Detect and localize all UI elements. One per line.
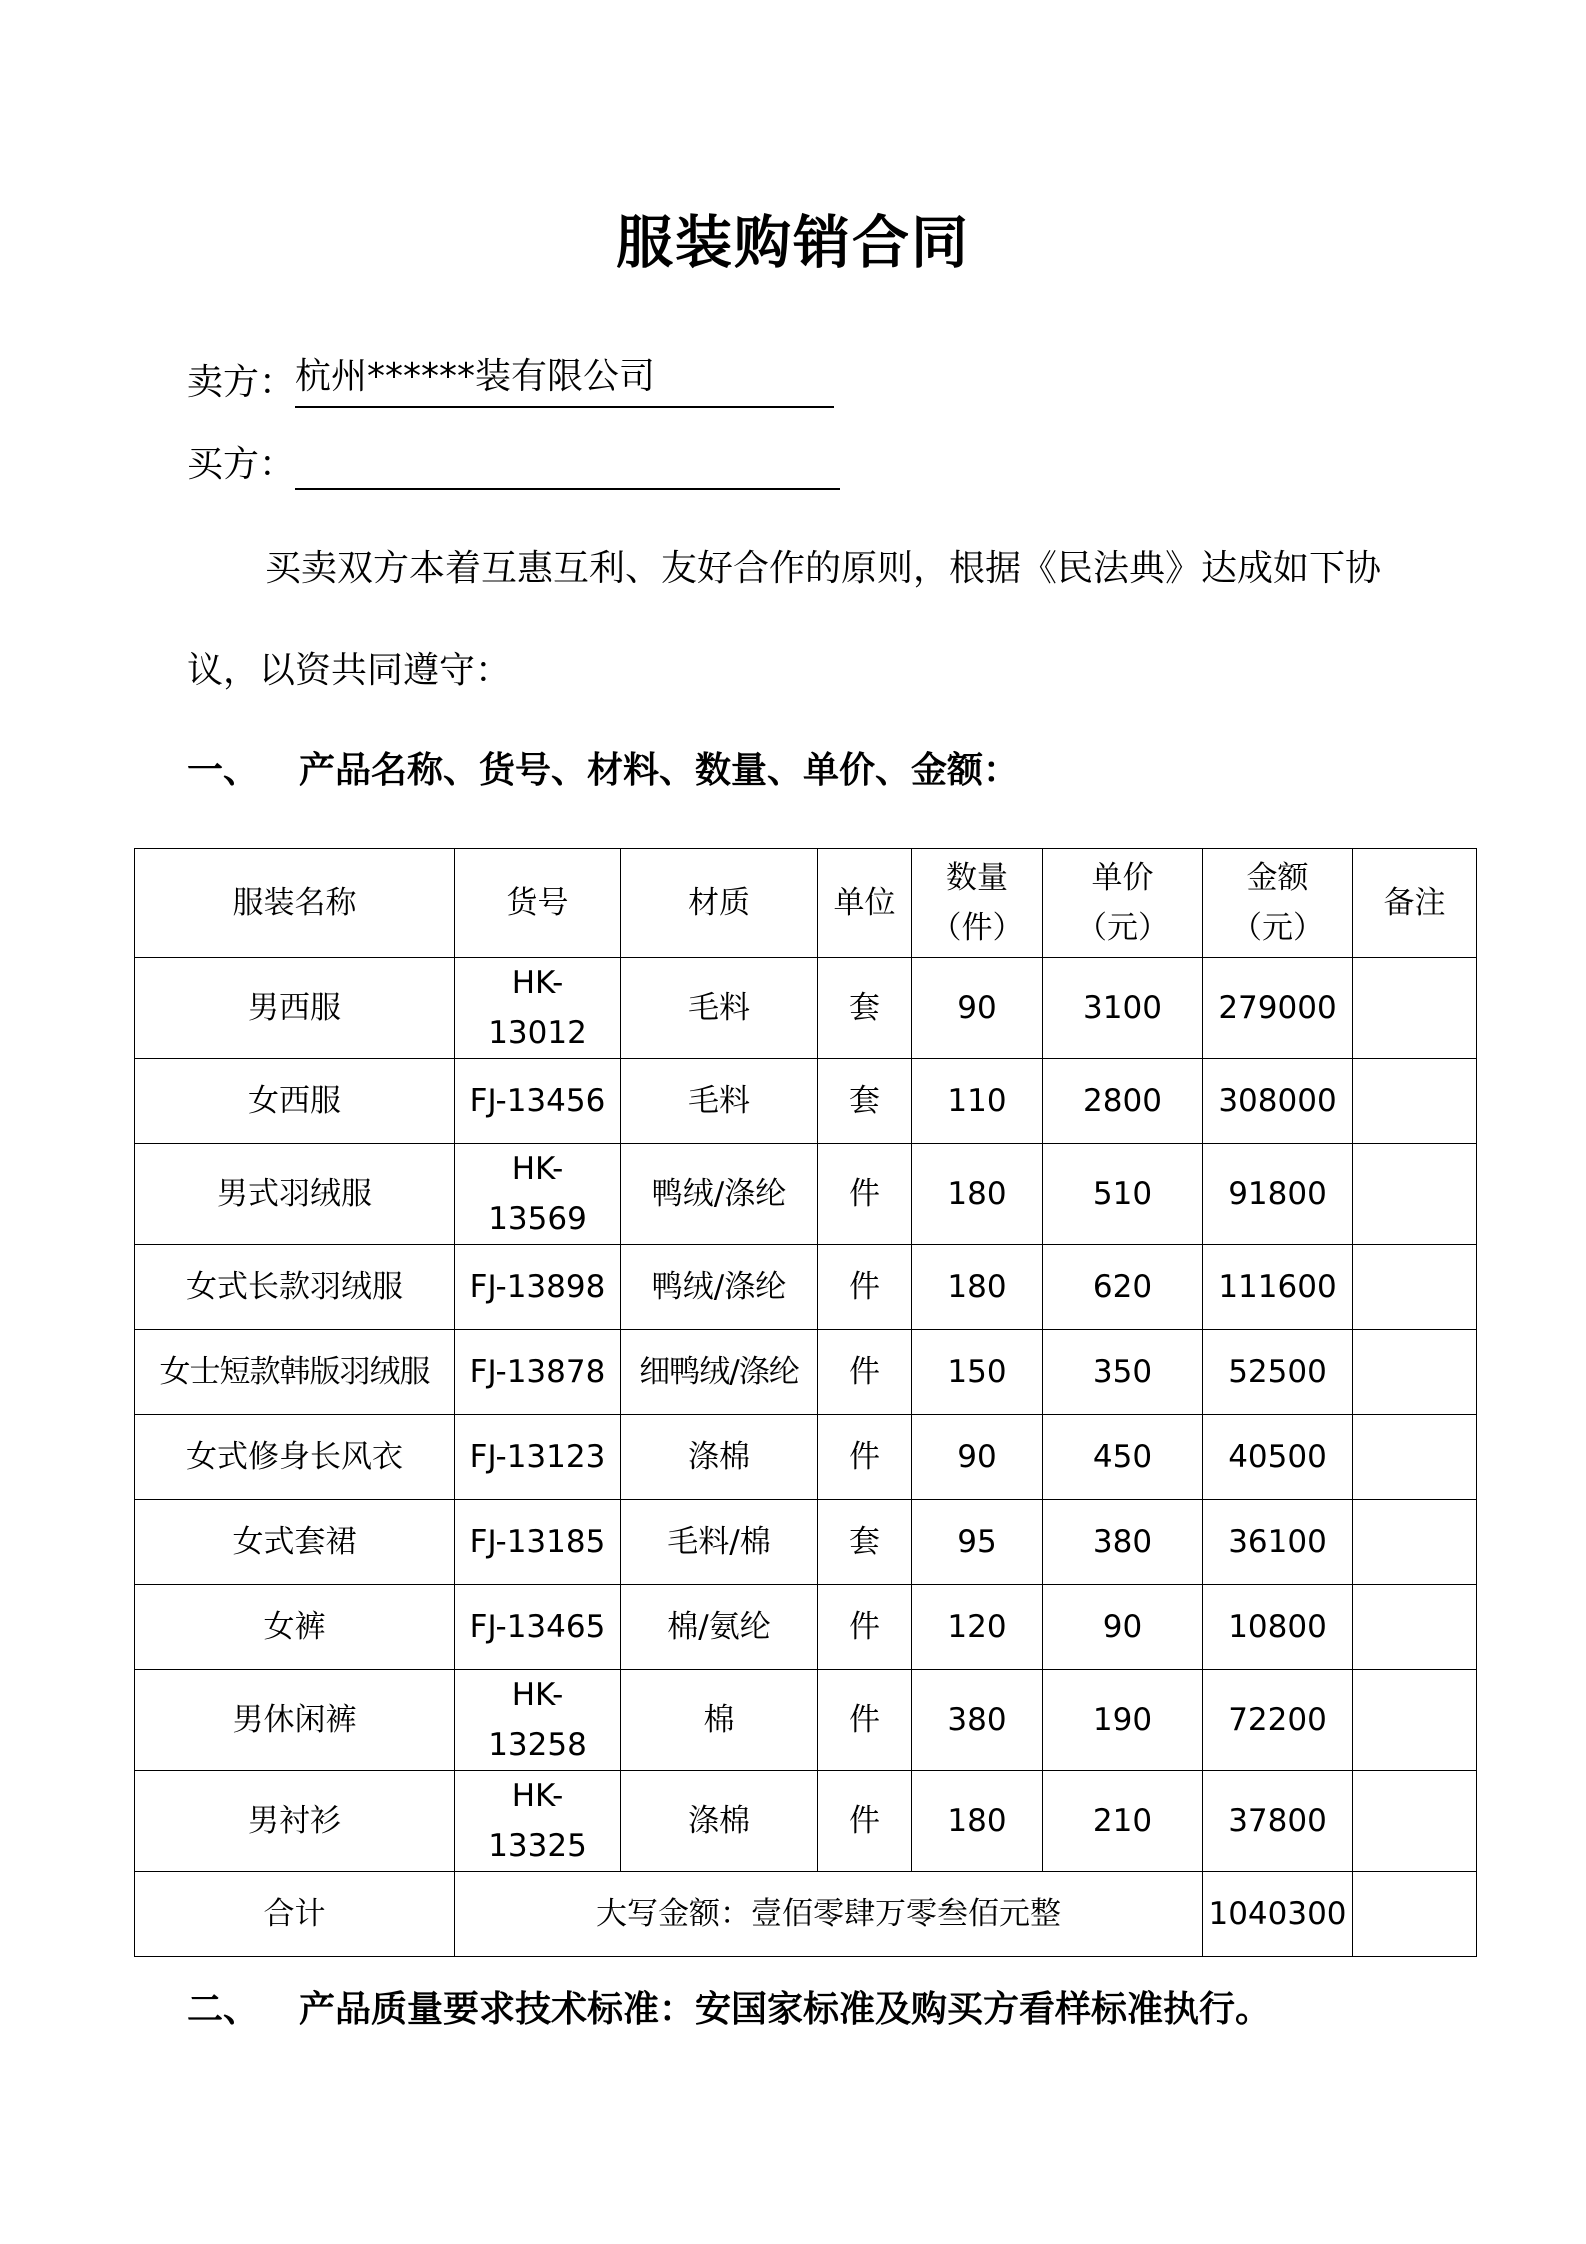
- buyer-row: [187, 434, 840, 490]
- cell-note: [1353, 1415, 1477, 1500]
- total-note: [1353, 1872, 1477, 1957]
- cell-quantity: 90: [912, 958, 1043, 1059]
- cell-code-line1: HK-: [511, 1151, 564, 1187]
- header-amount-line1: 金额: [1246, 860, 1309, 896]
- cell-material: 涤棉: [621, 1771, 818, 1872]
- cell-code: FJ-13123: [455, 1415, 621, 1500]
- cell-amount: 36100: [1203, 1500, 1353, 1585]
- header-price-line1: 单价: [1091, 860, 1154, 896]
- cell-material: 毛料: [621, 1059, 818, 1144]
- table-row: [135, 1330, 1477, 1415]
- cell-name: 女西服: [135, 1059, 455, 1144]
- section-2-text: 产品质量要求技术标准：安国家标准及购买方看样标准执行。: [299, 1989, 1272, 2030]
- cell-amount: 40500: [1203, 1415, 1353, 1500]
- cell-note: [1353, 1059, 1477, 1144]
- section-1-heading: [187, 746, 1019, 796]
- table-row: [135, 1500, 1477, 1585]
- cell-amount: 111600: [1203, 1245, 1353, 1330]
- cell-code: [455, 1144, 621, 1245]
- cell-quantity: 120: [912, 1585, 1043, 1670]
- intro-paragraph-line-1: 买卖双方本着互惠互利、友好合作的原则，根据《民法典》达成如下协: [265, 548, 1382, 589]
- cell-quantity: 95: [912, 1500, 1043, 1585]
- document-title: 服装购销合同: [616, 210, 970, 276]
- table-row: [135, 1144, 1477, 1245]
- cell-quantity: 90: [912, 1415, 1043, 1500]
- cell-name: 男衬衫: [135, 1771, 455, 1872]
- cell-code: [455, 958, 621, 1059]
- cell-amount: 91800: [1203, 1144, 1353, 1245]
- cell-price: 620: [1043, 1245, 1203, 1330]
- cell-unit: 件: [818, 1670, 912, 1771]
- table-row: [135, 958, 1477, 1059]
- cell-name: 女士短款韩版羽绒服: [135, 1330, 455, 1415]
- cell-name: 男西服: [135, 958, 455, 1059]
- cell-code-line1: HK-: [511, 1778, 564, 1814]
- cell-code: FJ-13898: [455, 1245, 621, 1330]
- cell-material: 棉/氨纶: [621, 1585, 818, 1670]
- cell-price: 3100: [1043, 958, 1203, 1059]
- seller-name: 杭州******装有限公司: [295, 352, 834, 408]
- cell-material: 鸭绒/涤纶: [621, 1245, 818, 1330]
- cell-code-line1: HK-: [511, 1677, 564, 1713]
- section-2-heading: [187, 1985, 1271, 2035]
- cell-material: 棉: [621, 1670, 818, 1771]
- section-1-number: 一、: [187, 750, 260, 791]
- table-row: [135, 1771, 1477, 1872]
- cell-quantity: 180: [912, 1771, 1043, 1872]
- table-total-row: [135, 1872, 1477, 1957]
- cell-name: 男休闲裤: [135, 1670, 455, 1771]
- goods-table: [134, 848, 1477, 1957]
- cell-quantity: 180: [912, 1245, 1043, 1330]
- cell-quantity: 180: [912, 1144, 1043, 1245]
- cell-unit: 件: [818, 1330, 912, 1415]
- header-material: 材质: [621, 849, 818, 958]
- header-name: 服装名称: [135, 849, 455, 958]
- total-label: 合计: [135, 1872, 455, 1957]
- cell-code-line2: 13569: [488, 1201, 587, 1237]
- table-row: [135, 1585, 1477, 1670]
- header-unit: 单位: [818, 849, 912, 958]
- cell-code: FJ-13456: [455, 1059, 621, 1144]
- cell-code-line2: 13258: [488, 1727, 587, 1763]
- header-amount-line2: （元）: [1231, 910, 1324, 946]
- cell-unit: 件: [818, 1144, 912, 1245]
- header-amount: [1203, 849, 1353, 958]
- cell-note: [1353, 1144, 1477, 1245]
- header-quantity-line1: 数量: [946, 860, 1008, 896]
- cell-code: FJ-13185: [455, 1500, 621, 1585]
- cell-note: [1353, 1330, 1477, 1415]
- cell-amount: 72200: [1203, 1670, 1353, 1771]
- cell-note: [1353, 1500, 1477, 1585]
- cell-name: 女式套裙: [135, 1500, 455, 1585]
- cell-code-line2: 13012: [488, 1015, 587, 1051]
- table-header-row: [135, 849, 1477, 958]
- cell-code-line1: HK-: [511, 965, 564, 1001]
- cell-unit: 件: [818, 1771, 912, 1872]
- cell-price: 510: [1043, 1144, 1203, 1245]
- header-note: 备注: [1353, 849, 1477, 958]
- header-price: [1043, 849, 1203, 958]
- cell-quantity: 150: [912, 1330, 1043, 1415]
- header-code: 货号: [455, 849, 621, 958]
- total-amount-in-words: 大写金额：壹佰零肆万零叁佰元整: [455, 1872, 1203, 1957]
- cell-amount: 10800: [1203, 1585, 1353, 1670]
- cell-amount: 52500: [1203, 1330, 1353, 1415]
- cell-name: 女式修身长风衣: [135, 1415, 455, 1500]
- cell-quantity: 380: [912, 1670, 1043, 1771]
- table-row: [135, 1670, 1477, 1771]
- header-quantity: [912, 849, 1043, 958]
- cell-unit: 套: [818, 1059, 912, 1144]
- cell-note: [1353, 1585, 1477, 1670]
- cell-unit: 套: [818, 1500, 912, 1585]
- table-row: [135, 1415, 1477, 1500]
- table-row: [135, 1245, 1477, 1330]
- cell-code: [455, 1670, 621, 1771]
- cell-name: 女式长款羽绒服: [135, 1245, 455, 1330]
- cell-note: [1353, 1670, 1477, 1771]
- cell-material: 毛料: [621, 958, 818, 1059]
- cell-material: 细鸭绒/涤纶: [621, 1330, 818, 1415]
- cell-unit: 件: [818, 1585, 912, 1670]
- cell-price: 450: [1043, 1415, 1203, 1500]
- cell-price: 2800: [1043, 1059, 1203, 1144]
- section-2-number: 二、: [187, 1989, 260, 2030]
- cell-quantity: 110: [912, 1059, 1043, 1144]
- buyer-name-blank: [295, 434, 840, 490]
- cell-price: 90: [1043, 1585, 1203, 1670]
- cell-material: 鸭绒/涤纶: [621, 1144, 818, 1245]
- cell-material: 毛料/棉: [621, 1500, 818, 1585]
- table-row: [135, 1059, 1477, 1144]
- cell-code: FJ-13878: [455, 1330, 621, 1415]
- cell-code: FJ-13465: [455, 1585, 621, 1670]
- cell-name: 女裤: [135, 1585, 455, 1670]
- header-quantity-line2: （件）: [930, 910, 1024, 946]
- cell-note: [1353, 1245, 1477, 1330]
- seller-label: 卖方：: [187, 362, 296, 403]
- cell-price: 190: [1043, 1670, 1203, 1771]
- cell-unit: 套: [818, 958, 912, 1059]
- header-price-line2: （元）: [1076, 910, 1169, 946]
- cell-note: [1353, 1771, 1477, 1872]
- cell-name: 男式羽绒服: [135, 1144, 455, 1245]
- cell-unit: 件: [818, 1245, 912, 1330]
- cell-amount: 37800: [1203, 1771, 1353, 1872]
- cell-code-line2: 13325: [488, 1828, 587, 1864]
- cell-price: 210: [1043, 1771, 1203, 1872]
- cell-unit: 件: [818, 1415, 912, 1500]
- section-1-text: 产品名称、货号、材料、数量、单价、金额：: [299, 750, 1020, 791]
- cell-note: [1353, 958, 1477, 1059]
- cell-material: 涤棉: [621, 1415, 818, 1500]
- seller-row: [187, 352, 834, 408]
- cell-price: 350: [1043, 1330, 1203, 1415]
- cell-code: [455, 1771, 621, 1872]
- cell-price: 380: [1043, 1500, 1203, 1585]
- buyer-label: 买方：: [187, 444, 296, 485]
- cell-amount: 308000: [1203, 1059, 1353, 1144]
- intro-paragraph-line-2: 议，以资共同遵守：: [187, 650, 512, 691]
- total-amount: 1040300: [1203, 1872, 1353, 1957]
- cell-amount: 279000: [1203, 958, 1353, 1059]
